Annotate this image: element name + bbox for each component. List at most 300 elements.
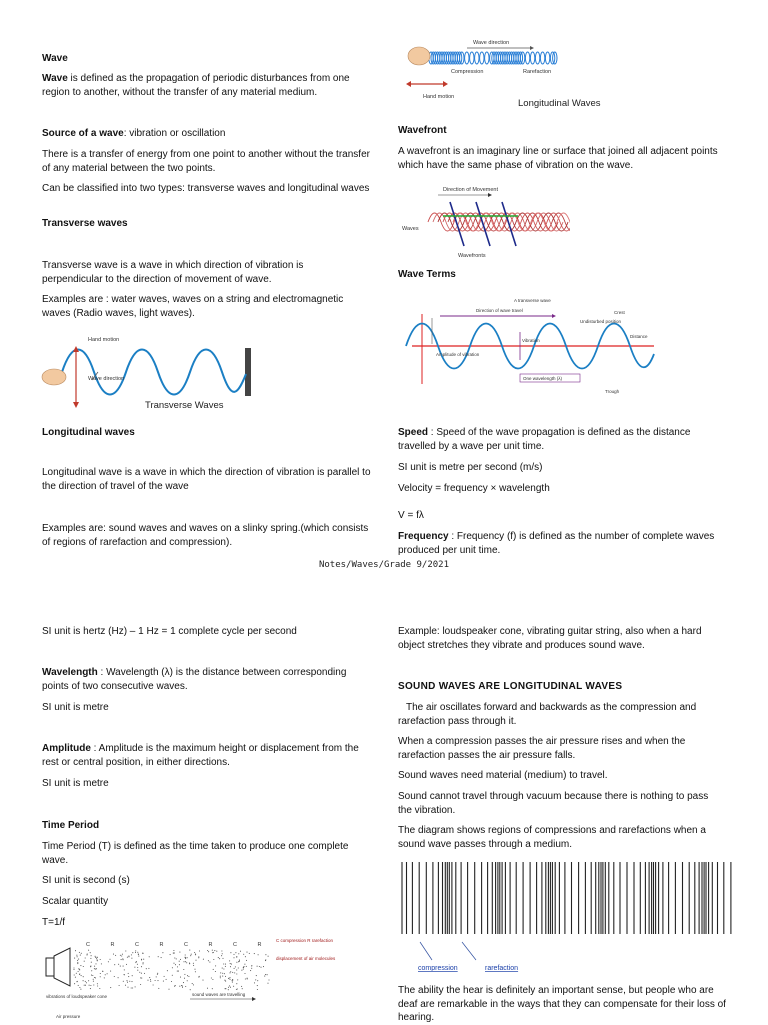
air-dot [245,956,246,957]
air-dot [118,977,119,978]
air-dot [109,959,110,960]
waves-label: Waves [402,226,419,232]
air-dot [218,957,219,958]
cr-letter: R [110,942,115,948]
air-dot [231,964,232,965]
air-dot [146,968,147,969]
air-dot [219,958,220,959]
air-dot [193,963,194,964]
transverse-examples: Examples are : water waves, waves on a string and electromagnetic waves (Radio waves, light waves). [42,294,344,319]
air-dot [175,964,176,965]
air-dot [257,985,258,986]
example-text: Example: loudspeaker cone, vibrating guitar string, also when a hard object stretches they vibrate and produces sound wave. [398,626,702,651]
air-dot [122,954,123,955]
air-dot [77,956,78,957]
air-dot [144,973,145,974]
air-dot [135,952,136,953]
air-dot [190,955,191,956]
air-dot [78,985,79,986]
air-dot [73,969,74,970]
air-dot [153,984,154,985]
air-dot [100,959,101,960]
air-dot [230,987,231,988]
air-dot [193,984,194,985]
air-dot [254,953,255,954]
air-dot [215,965,216,966]
coil [530,52,534,64]
air-dot [183,969,184,970]
air-dot [233,957,234,958]
air-dot [242,988,243,989]
air-dot [123,966,124,967]
wave-direction-label: Wave direction [88,376,125,382]
direction-of-movement-label: Direction of Movement [443,187,499,193]
coil [470,52,474,64]
air-dot [244,964,245,965]
air-dot [80,955,81,956]
air-dot [212,952,213,953]
air-dot [141,973,142,974]
air-dot [96,968,97,969]
air-dot [257,989,258,990]
air-dot [135,962,136,963]
air-dot [131,954,132,955]
air-dot [236,957,237,958]
air-dot [86,982,87,983]
air-dot [80,989,81,990]
air-dot [177,971,178,972]
air-dot [121,959,122,960]
air-dot [157,980,158,981]
air-pressure-label: Air pressure [56,1014,81,1019]
air-dot [237,988,238,989]
air-dot [195,960,196,961]
air-dot [88,980,89,981]
air-dot [137,964,138,965]
air-dot [185,986,186,987]
air-dot [230,963,231,964]
air-dot [243,967,244,968]
air-dot [162,952,163,953]
air-dot [78,971,79,972]
air-dot [91,962,92,963]
air-dot [132,952,133,953]
air-dot [203,959,204,960]
air-dot [222,973,223,974]
air-dot [97,983,98,984]
air-dot [229,977,230,978]
air-dot [182,985,183,986]
air-dot [225,981,226,982]
air-dot [127,957,128,958]
air-dot [221,955,222,956]
air-dot [246,960,247,961]
coil [480,52,484,64]
air-dot [132,987,133,988]
time-period-definition: Time Period (T) is defined as the time taken to produce one complete wave. [42,841,349,866]
air-dot [228,978,229,979]
air-dot [212,988,213,989]
air-dot [119,985,120,986]
air-dot [121,955,122,956]
air-dot [189,950,190,951]
air-dot [237,979,238,980]
air-dot [240,951,241,952]
arrow-down-icon [73,402,79,408]
air-dot [208,951,209,952]
medium-text: Sound waves need material (medium) to travel. [398,770,608,781]
slinky-coils [429,52,557,64]
air-dot [191,954,192,955]
air-dot [222,953,223,954]
air-dot [137,952,138,953]
air-dot [254,982,255,983]
air-dot [140,984,141,985]
freq-def-text: : Frequency (f) is defined as the number of complete waves produced per unit time. [398,531,715,556]
air-dot [236,983,237,984]
source-line [42,127,377,141]
transverse-caption: Transverse Waves [145,400,224,411]
air-dot [97,960,98,961]
air-dot [92,975,93,976]
transverse-wave-figure [40,332,270,414]
air-dot [166,979,167,980]
air-dot [228,989,229,990]
air-dot [138,956,139,957]
air-dot [81,953,82,954]
air-dot [236,973,237,974]
frequency-term: Frequency [398,531,449,542]
air-dot [95,957,96,958]
arrow-right-icon [252,997,256,1001]
air-dot [77,963,78,964]
air-dot [233,986,234,987]
classified-text: Can be classified into two types: transverse waves and longitudinal waves [42,183,370,194]
air-dot [90,952,91,953]
air-dot [73,967,74,968]
vacuum-text: Sound cannot travel through vacuum because there is nothing to pass the vibration. [398,791,709,816]
air-dot [93,979,94,980]
vibrations-label: vibrations of loudspeaker cone [46,994,108,999]
coil [475,52,479,64]
air-dot [94,968,95,969]
cr-letter: R [257,942,262,948]
air-dot [88,950,89,951]
air-dot [173,950,174,951]
air-dot [143,962,144,963]
air-dot [94,966,95,967]
air-dot [230,952,231,953]
air-dot [230,971,231,972]
air-dot [180,977,181,978]
air-dot [192,983,193,984]
arrow-left-icon [406,81,411,87]
wavefronts-label: Wavefronts [458,253,486,259]
wavefront-figure [398,182,570,260]
air-dot [222,976,223,977]
compression-label: compression [418,965,458,972]
air-dot [221,950,222,951]
air-dot [167,970,168,971]
arrow-right-icon [552,314,556,318]
speed-unit: SI unit is metre per second (m/s) [398,462,543,473]
air-dot [115,955,116,956]
air-dot [220,976,221,977]
air-dot [177,966,178,967]
air-dot [85,985,86,986]
wavelength-def-text: : Wavelength (λ) is the distance between corresponding points of two consecutive waves. [42,667,347,692]
air-dot [185,957,186,958]
distance-label: Distance [630,334,648,339]
air-dot [193,965,194,966]
air-dot [214,950,215,951]
hand-icon [408,47,430,65]
air-dot [79,974,80,975]
air-dot [241,986,242,987]
energy-text: There is a transfer of energy from one point to another without the transfer of any material between the two points. [42,149,370,174]
air-dot [157,973,158,974]
air-dot [125,985,126,986]
rarefaction-label: Rarefaction [523,69,552,75]
wall [245,348,251,396]
compression-rarefaction-letters [86,942,262,948]
arrow-right-icon [530,46,534,50]
air-dot [163,981,164,982]
air-dot [263,966,264,967]
air-dot [174,957,175,958]
compression-pointer [420,942,432,960]
wavelength-term: Wavelength [42,667,98,678]
amplitude-definition [42,742,372,769]
wave-heading: Wave [42,53,68,64]
air-dot [135,986,136,987]
air-dot [238,967,239,968]
air-dot [126,980,127,981]
air-dot [143,959,144,960]
air-dot [179,986,180,987]
air-dot [247,978,248,979]
air-dot [118,964,119,965]
air-dot [179,961,180,962]
longitudinal-examples: Examples are: sound waves and waves on a slinky spring.(which consists of regions of rarefaction and compression). [42,523,369,548]
air-dot [128,973,129,974]
air-dot [84,961,85,962]
rarefaction-pointer [462,942,476,960]
longitudinal-caption: Longitudinal Waves [518,98,601,109]
air-dot [150,979,151,980]
air-dot [174,986,175,987]
air-dot [258,954,259,955]
air-dot [220,972,221,973]
air-dot [260,967,261,968]
air-dot [225,966,226,967]
travelling-label: sound waves are travelling [192,992,246,997]
air-dot [123,981,124,982]
pressure-text: When a compression passes the air pressure rises and when the rarefaction passes the air pressure falls. [398,736,686,761]
air-dot [172,967,173,968]
air-dot [137,970,138,971]
amplitude-label: Amplitude of vibration [436,352,480,357]
wavelength-label: One wavelength (λ) [523,376,563,381]
air-dot [142,963,143,964]
air-dot [223,968,224,969]
air-dot [149,956,150,957]
displacement-label: displacement of air molecules [276,956,336,961]
air-dot [85,981,86,982]
air-dot [97,957,98,958]
air-dot [182,987,183,988]
air-dot [194,969,195,970]
velocity-equation: Velocity = frequency × wavelength [398,483,550,494]
hand-motion-label: Hand motion [88,337,120,343]
air-dot [251,968,252,969]
air-dot [180,959,181,960]
air-dot [233,954,234,955]
air-dot [120,966,121,967]
t-equation: T=1/f [42,917,66,928]
air-dot [235,952,236,953]
air-dot [93,981,94,982]
direction-label: Direction of wave travel [476,308,523,313]
air-dot [94,977,95,978]
air-dot [222,958,223,959]
arrow-right-icon [488,193,492,197]
air-dot [77,962,78,963]
air-dot [213,959,214,960]
time-period-heading: Time Period [42,820,100,831]
air-dot [100,976,101,977]
air-dot [127,982,128,983]
air-dot [76,973,77,974]
air-dot [170,954,171,955]
air-dot [90,988,91,989]
air-dot [187,957,188,958]
air-dot [76,981,77,982]
air-dot [245,978,246,979]
air-dot [131,958,132,959]
air-dot [126,964,127,965]
terms-title: A transverse wave [514,298,551,303]
air-dot [185,958,186,959]
rarefaction-label: rarefaction [485,965,519,972]
air-dot [74,974,75,975]
air-dot [156,976,157,977]
air-dot [224,973,225,974]
air-dot [131,987,132,988]
longitudinal-wave-figure [405,34,615,112]
air-dot [83,976,84,977]
air-dot [185,954,186,955]
air-dot [93,984,94,985]
air-dot [75,977,76,978]
air-dot [139,972,140,973]
air-dot [134,967,135,968]
air-dot [243,969,244,970]
source-text: : vibration or oscillation [123,128,226,139]
arrow-right-icon [443,81,448,87]
air-dot [188,976,189,977]
air-dot [176,958,177,959]
air-dot [257,980,258,981]
air-dot [155,980,156,981]
air-dot [246,966,247,967]
air-dot [243,954,244,955]
air-dot [143,953,144,954]
air-dot [236,962,237,963]
air-dot [179,964,180,965]
air-dot [268,979,269,980]
air-dot [89,985,90,986]
air-dot [140,977,141,978]
air-dot [187,980,188,981]
amplitude-unit: SI unit is metre [42,778,109,789]
air-dot [195,954,196,955]
air-dot [138,954,139,955]
air-dot [91,970,92,971]
loudspeaker-figure [40,934,340,1024]
air-dot [101,963,102,964]
air-dot [87,954,88,955]
air-dot [97,985,98,986]
air-dot [234,972,235,973]
air-dot [229,960,230,961]
air-dot [149,977,150,978]
coil [535,52,539,64]
air-dot [268,956,269,957]
air-dot [105,974,106,975]
cr-letter: R [159,942,164,948]
air-dot [212,950,213,951]
air-dot [141,978,142,979]
air-dot [110,971,111,972]
air-dot [220,977,221,978]
air-dot [244,973,245,974]
air-dot [74,958,75,959]
air-dot [183,982,184,983]
air-dot [127,987,128,988]
air-dot [141,966,142,967]
air-dot [90,985,91,986]
air-dot [228,987,229,988]
air-dot [265,954,266,955]
air-dot [211,977,212,978]
speed-definition [398,426,718,453]
air-dot [95,977,96,978]
air-dot [264,976,265,977]
hertz-text: SI unit is hertz (Hz) – 1 Hz = 1 complete cycle per second [42,626,297,637]
air-dot [114,976,115,977]
air-dot [225,988,226,989]
air-dot [215,971,216,972]
diagram-text: The diagram shows regions of compressions and rarefactions when a sound wave passes through a medium. [398,825,706,850]
air-dot [147,980,148,981]
air-dot [249,953,250,954]
v-equation: V = fλ [398,510,424,521]
air-dot [107,973,108,974]
air-dot [124,969,125,970]
air-dot [265,960,266,961]
air-dot [229,985,230,986]
speaker-body [46,958,54,976]
wave-def-text: is defined as the propagation of periodic disturbances from one region to another, without the transfer of any material medium. [42,73,350,98]
hand-motion-label: Hand motion [423,94,455,100]
air-dot [128,956,129,957]
air-dot [194,952,195,953]
wavefront-definition: A wavefront is an imaginary line or surface that joined all adjacent points which have the same phase of vibration on the wave. [398,146,718,171]
air-dot [141,959,142,960]
air-dot [232,980,233,981]
vertical-lines [402,862,731,934]
